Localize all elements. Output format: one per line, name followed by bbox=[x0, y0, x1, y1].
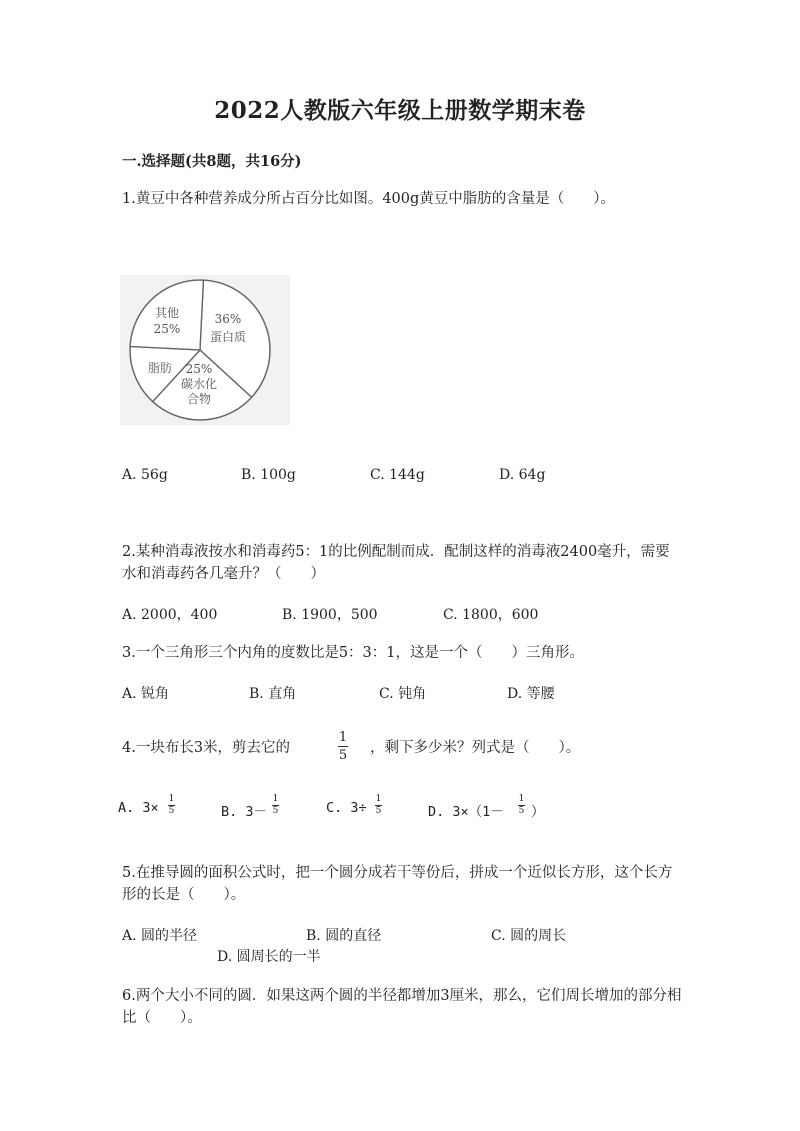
slice-label-carb-line2: 合物 bbox=[186, 392, 212, 406]
slice-label-carb-pct: 25% bbox=[185, 362, 213, 376]
q2-option-a[interactable]: A. 2000，400 bbox=[122, 607, 218, 623]
q5-option-a[interactable]: A. 圆的半径 bbox=[122, 928, 198, 944]
fraction-denominator: 5 bbox=[375, 806, 382, 816]
q1-option-b[interactable]: B. 100g bbox=[241, 467, 296, 483]
q4-option-a-fraction bbox=[168, 795, 175, 816]
fraction-numerator: 1 bbox=[518, 794, 525, 804]
q4-option-a[interactable]: A. 3× bbox=[118, 800, 159, 816]
fraction-denominator: 5 bbox=[168, 806, 175, 816]
slice-label-protein: 蛋白质 bbox=[209, 330, 247, 344]
q2-option-c[interactable]: C. 1800，600 bbox=[443, 607, 539, 623]
q3-option-c[interactable]: C. 钝角 bbox=[379, 686, 427, 702]
section-title: 一.选择题(共8题，共16分) bbox=[122, 153, 302, 170]
q4-option-d[interactable]: D. 3×（1－ bbox=[428, 804, 504, 820]
fraction-bar bbox=[338, 746, 348, 747]
fraction-numerator: 1 bbox=[338, 730, 348, 745]
fraction-numerator: 1 bbox=[168, 794, 175, 804]
q5-option-c[interactable]: C. 圆的周长 bbox=[491, 928, 567, 944]
q1-option-a[interactable]: A. 56g bbox=[122, 467, 168, 483]
question-5: 5.在推导圆的面积公式时，把一个圆分成若干等份后，拼成一个近似长方形，这个长方形的长是（ ）。 bbox=[122, 865, 673, 903]
q5-option-b[interactable]: B. 圆的直径 bbox=[306, 928, 382, 944]
fraction-numerator: 1 bbox=[375, 794, 382, 804]
q5-option-d[interactable]: D. 圆周长的一半 bbox=[217, 949, 321, 965]
fraction-numerator: 1 bbox=[272, 794, 279, 804]
question-4-text-before: 4.一块布长3米，剪去它的 bbox=[122, 740, 291, 756]
question-6: 6.两个大小不同的圆．如果这两个圆的半径都增加3厘米，那么，它们周长增加的部分相比（ ）。 bbox=[122, 988, 682, 1026]
q1-option-d[interactable]: D. 64g bbox=[499, 467, 546, 483]
q2-option-b[interactable]: B. 1900，500 bbox=[282, 607, 378, 623]
slice-label-other-pct: 25% bbox=[153, 322, 181, 336]
q4-option-d-fraction bbox=[518, 795, 525, 816]
question-4-fraction bbox=[338, 731, 348, 762]
q4-option-d-close: ） bbox=[531, 804, 545, 820]
fraction-denominator: 5 bbox=[272, 806, 279, 816]
q3-option-d[interactable]: D. 等腰 bbox=[507, 686, 555, 702]
pie-chart bbox=[120, 275, 290, 425]
question-2: 2.某种消毒液按水和消毒药5：1的比例配制而成．配制这样的消毒液2400毫升，需要水和消毒药各几毫升？（ ） bbox=[122, 544, 670, 582]
q4-option-c-fraction bbox=[375, 795, 382, 816]
q1-option-c[interactable]: C. 144g bbox=[370, 467, 425, 483]
question-1: 1.黄豆中各种营养成分所占百分比如图。400g黄豆中脂肪的含量是（ ）。 bbox=[122, 191, 616, 207]
q3-option-a[interactable]: A. 锐角 bbox=[122, 686, 170, 702]
question-4-text-after: ，剩下多少米？列式是（ ）。 bbox=[370, 740, 581, 756]
q4-option-b-fraction bbox=[272, 795, 279, 816]
fraction-denominator: 5 bbox=[518, 806, 525, 816]
slice-label-fat: 脂肪 bbox=[147, 361, 173, 375]
slice-label-protein-pct: 36% bbox=[214, 312, 242, 326]
slice-label-other: 其他 bbox=[154, 306, 180, 320]
q3-option-b[interactable]: B. 直角 bbox=[249, 686, 297, 702]
q4-option-b[interactable]: B. 3－ bbox=[221, 804, 268, 820]
q4-option-c[interactable]: C. 3÷ bbox=[326, 800, 367, 816]
question-3: 3.一个三角形三个内角的度数比是5：3：1，这是一个（ ）三角形。 bbox=[122, 645, 585, 661]
page-title: 2022人教版六年级上册数学期末卷 bbox=[214, 97, 586, 124]
fraction-denominator: 5 bbox=[338, 748, 348, 763]
slice-label-carb-line1: 碳水化 bbox=[180, 377, 218, 391]
